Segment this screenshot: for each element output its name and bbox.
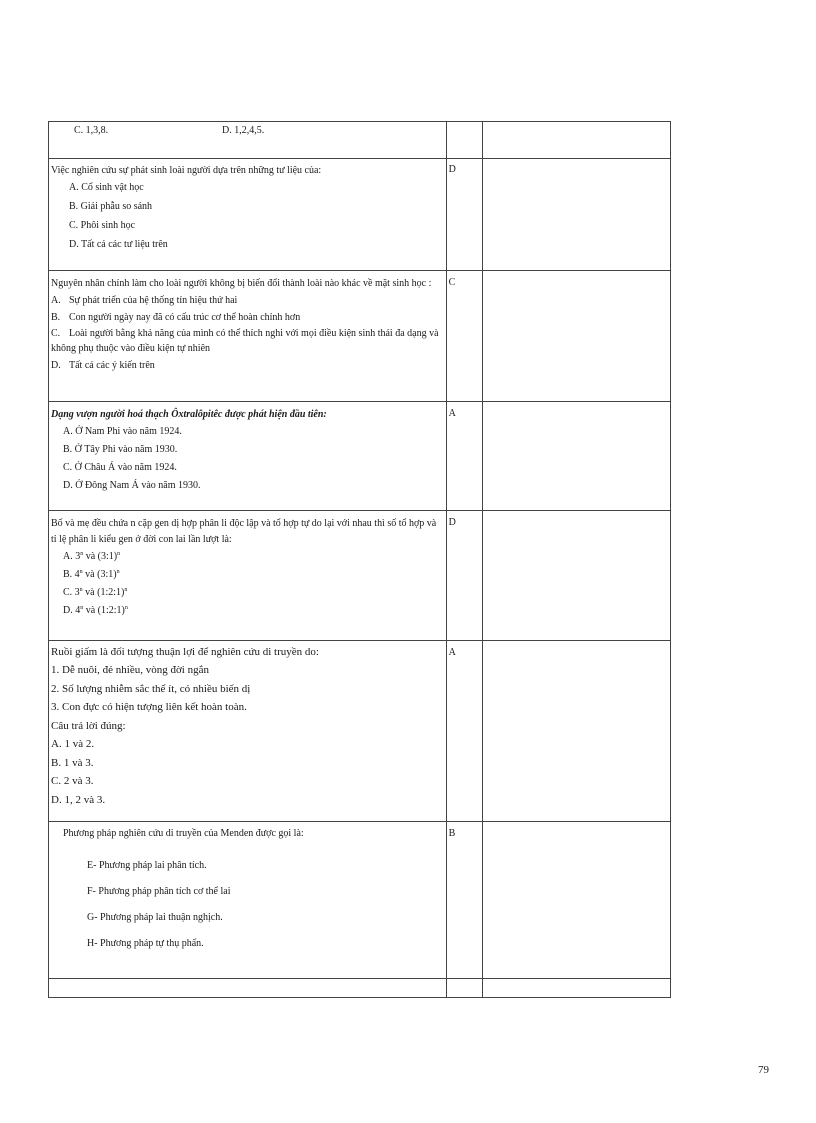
option-text: Con người ngày nay đã có cấu trúc cơ thể hoàn chỉnh hơn [69,312,301,323]
option-label: C. [51,328,61,339]
option-text: Sự phát triển của hệ thống tín hiệu thứ hai [69,295,238,306]
option-text: A. Ở Nam Phi vào năm 1924. [63,426,182,437]
option-line [51,356,444,376]
page-number: 79 [758,1064,769,1076]
option-label: D. [51,360,61,371]
question-text: Việc nghiên cứu sự phát sinh loài người dựa trên những tư liệu của: [51,165,322,176]
question-cell [49,511,447,641]
question-cell [49,159,447,271]
option-text: D. Ở Đông Nam Á vào năm 1930. [63,480,201,491]
table-row [49,511,671,641]
question-cell [49,822,447,979]
option-text: C. Phôi sinh học [69,220,136,231]
option-text: G- Phương pháp lai thuận nghịch. [87,912,223,923]
superscript: n [124,587,128,593]
option-text: và (3:1) [82,569,117,580]
statement-text: 1. Dễ nuôi, đẻ nhiều, vòng đời ngắn [51,664,209,676]
answer-cell: A [446,641,482,822]
option-text: và (1:2:1) [82,587,125,598]
superscript: n [116,569,120,575]
question-text: Nguyên nhân chính làm cho loài người không bị biến đổi thành loài nào khác về mặt sinh học : [51,278,432,289]
spacer [51,841,444,853]
question-cell [49,271,447,402]
question-cell [49,122,447,159]
option-label: B. [51,312,61,323]
option-line [51,548,444,566]
statement-text: 2. Số lượng nhiễm sắc thể ít, có nhiều biến dị [51,682,251,695]
question-cell [49,641,447,822]
note-cell [482,159,670,271]
note-cell [482,979,670,998]
superscript: n [117,551,121,557]
answer-cell [446,122,482,159]
answer-cell: C [446,271,482,402]
table-row [49,641,671,822]
superscript: n [124,605,128,611]
option-text: B. Ở Tây Phi vào năm 1930. [63,444,178,455]
option-text: D. Tất cả các tư liệu trên [69,239,168,250]
statement-text: Câu trả lời đúng: [51,719,126,732]
table-row [49,271,671,402]
option-text: B. 4 [63,569,80,580]
option-text: Loài người bằng khả năng của mình có thể thích nghi với mọi điều kiện sinh thái đa dạng và không phụ thuộc vào điều kiện tự nhiên [51,328,439,354]
question-text: Phương pháp nghiên cứu di truyền của Menden được gọi là: [63,828,304,839]
option-text: Tất cả các ý kiến trên [69,360,155,371]
option-text: F- Phương pháp phân tích cơ thể lai [87,886,231,897]
option-text: C. 3 [63,587,80,598]
option-line [51,566,444,584]
question-table [48,121,671,998]
table-row [49,402,671,511]
question-text: Ruồi giấm là đối tượng thuận lợi để nghiên cứu di truyền do: [51,646,319,658]
answer-cell [446,979,482,998]
superscript: n [80,605,84,611]
superscript: n [79,587,83,593]
answer-cell: B [446,822,482,979]
option-text: D. 1, 2 và 3. [51,793,106,806]
answer-cell: D [446,159,482,271]
option-text: A. Cổ sinh vật học [69,182,144,193]
option-text: C. 1,3,8. [74,125,109,136]
option-line [51,292,444,309]
table-row [49,159,671,271]
option-line [51,326,444,356]
note-cell [482,511,670,641]
option-text: A. 1 và 2. [51,738,95,750]
note-cell [482,402,670,511]
superscript: n [79,569,83,575]
option-line [51,584,444,602]
option-text: và (3:1) [83,551,118,562]
option-text: H- Phương pháp tự thụ phấn. [87,938,204,949]
option-text: B. Giải phẫu so sánh [69,201,153,212]
statement-text: 3. Con đực có hiện tượng liên kết hoàn toàn. [51,701,247,713]
option-label: A. [51,295,61,306]
note-cell [482,122,670,159]
question-text: Dạng vượn người hoá thạch Ôxtralôpitêc được phát hiện đầu tiên: [51,409,327,420]
option-text: C. 2 và 3. [51,775,94,787]
option-line [51,309,444,326]
question-cell [49,402,447,511]
option-text: E- Phương pháp lai phân tích. [87,860,207,871]
option-text: và (1:2:1) [83,605,125,616]
table-row [49,122,671,159]
answer-cell: A [446,402,482,511]
table-row [49,979,671,998]
note-cell [482,822,670,979]
note-cell [482,641,670,822]
question-text: Bố và mẹ đều chứa n cặp gen dị hợp phân li độc lập và tổ hợp tự do lại với nhau thì số tổ hợp và tỉ lệ phân li kiểu gen ở đời con lai lần lượt là: [51,518,437,545]
question-cell [49,979,447,998]
option-text: D. 4 [63,605,81,616]
superscript: n [80,551,84,557]
note-cell [482,271,670,402]
option-text: A. 3 [63,551,81,562]
answer-cell: D [446,511,482,641]
option-line [51,602,444,620]
option-text: C. Ở Châu Á vào năm 1924. [63,462,177,473]
table-row [49,822,671,979]
option-text: D. 1,2,4,5. [222,125,265,136]
option-text: B. 1 và 3. [51,756,94,769]
